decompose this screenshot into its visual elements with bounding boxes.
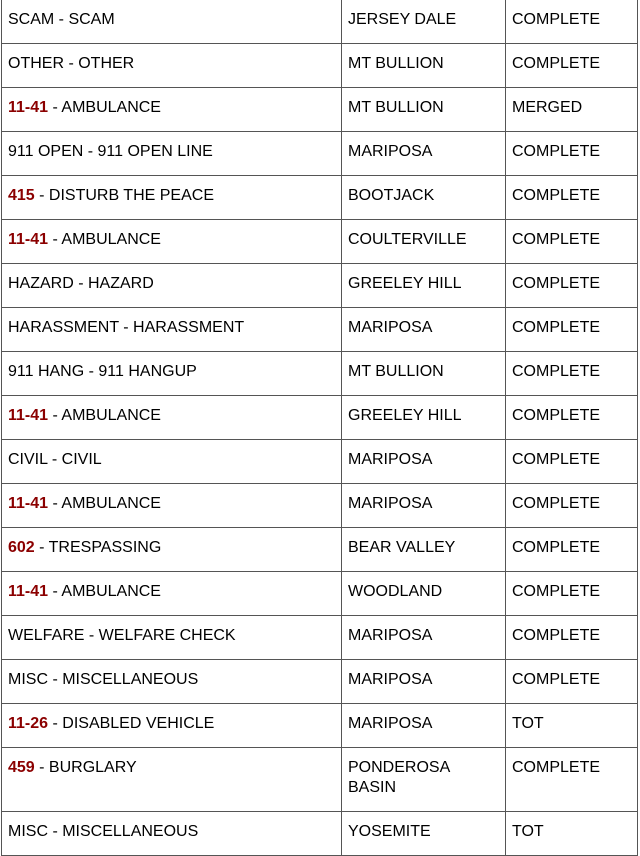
status-cell: COMPLETE [506,132,638,176]
location-cell: MARIPOSA [342,440,506,484]
incident-cell [2,484,342,528]
incident-description: AMBULANCE [61,583,161,600]
incident-code: 11-26 [8,715,49,732]
table-row [2,132,638,176]
incident-separator: - [48,231,62,248]
incident-cell [2,264,342,308]
table-row [2,176,638,220]
table-row [2,308,638,352]
location-cell: MT BULLION [342,88,506,132]
incident-cell [2,572,342,616]
incident-code: 415 [8,187,35,204]
incident-description: TRESPASSING [48,539,162,556]
location-cell: MARIPOSA [342,308,506,352]
table-row [2,264,638,308]
status-cell: COMPLETE [506,440,638,484]
table-row [2,572,638,616]
table-row [2,88,638,132]
location-cell: MARIPOSA [342,484,506,528]
incident-separator: - [34,539,49,556]
status-cell: MERGED [506,88,638,132]
status-cell: COMPLETE [506,396,638,440]
table-row [2,484,638,528]
incident-code: 11-41 [8,495,49,512]
table-row [2,440,638,484]
incident-separator: - [48,495,62,512]
table-row [2,0,638,44]
incident-description: MISC - MISCELLANEOUS [8,823,199,840]
status-cell: COMPLETE [506,0,638,44]
incident-description: CIVIL - CIVIL [8,451,102,468]
status-cell: COMPLETE [506,616,638,660]
incident-description: 911 HANG - 911 HANGUP [8,363,197,380]
incident-cell [2,660,342,704]
status-cell: COMPLETE [506,572,638,616]
location-cell: MT BULLION [342,44,506,88]
table-row [2,220,638,264]
table-row [2,748,638,812]
incident-cell [2,220,342,264]
incident-cell [2,440,342,484]
incident-log-table [1,0,638,856]
incident-separator: - [34,187,49,204]
incident-description: HAZARD - HAZARD [8,275,154,292]
status-cell: COMPLETE [506,176,638,220]
table-row [2,528,638,572]
table-row [2,44,638,88]
location-cell: MARIPOSA [342,660,506,704]
table-row [2,616,638,660]
incident-description: AMBULANCE [61,495,161,512]
status-cell: TOT [506,812,638,856]
location-cell: JERSEY DALE [342,0,506,44]
incident-description: AMBULANCE [61,407,161,424]
location-cell: BEAR VALLEY [342,528,506,572]
status-cell: TOT [506,704,638,748]
location-cell: WOODLAND [342,572,506,616]
incident-cell [2,748,342,812]
location-cell: YOSEMITE [342,812,506,856]
incident-separator: - [48,407,62,424]
incident-description: BURGLARY [48,759,137,776]
location-cell: GREELEY HILL [342,396,506,440]
incident-description: OTHER - OTHER [8,55,135,72]
incident-cell [2,88,342,132]
incident-description: AMBULANCE [61,231,161,248]
location-cell: MARIPOSA [342,616,506,660]
incident-cell [2,176,342,220]
table-row [2,812,638,856]
incident-separator: - [48,583,62,600]
location-cell: MARIPOSA [342,704,506,748]
location-cell: MARIPOSA [342,132,506,176]
incident-description: HARASSMENT - HARASSMENT [8,319,245,336]
status-cell: COMPLETE [506,264,638,308]
incident-cell [2,528,342,572]
incident-separator: - [48,99,62,116]
incident-cell [2,396,342,440]
incident-description: MISC - MISCELLANEOUS [8,671,199,688]
status-cell: COMPLETE [506,484,638,528]
table-row [2,396,638,440]
location-cell: PONDEROSA BASIN [342,748,506,812]
incident-code: 11-41 [8,99,49,116]
incident-cell [2,0,342,44]
incident-code: 602 [8,539,35,556]
incident-description: DISABLED VEHICLE [62,715,215,732]
incident-separator: - [48,715,63,732]
incident-cell [2,44,342,88]
status-cell: COMPLETE [506,44,638,88]
incident-description: AMBULANCE [61,99,161,116]
table-row [2,704,638,748]
incident-cell [2,812,342,856]
incident-description: WELFARE - WELFARE CHECK [8,627,236,644]
incident-description: 911 OPEN - 911 OPEN LINE [8,143,213,160]
location-cell: GREELEY HILL [342,264,506,308]
status-cell: COMPLETE [506,660,638,704]
incident-code: 11-41 [8,407,49,424]
incident-description: DISTURB THE PEACE [48,187,214,204]
incident-separator: - [34,759,49,776]
status-cell: COMPLETE [506,528,638,572]
status-cell: COMPLETE [506,748,638,812]
status-cell: COMPLETE [506,220,638,264]
incident-log-body [2,0,638,856]
incident-code: 11-41 [8,583,49,600]
incident-description: SCAM - SCAM [8,11,115,28]
location-cell: COULTERVILLE [342,220,506,264]
table-row [2,352,638,396]
incident-code: 11-41 [8,231,49,248]
incident-code: 459 [8,759,35,776]
location-cell: MT BULLION [342,352,506,396]
incident-cell [2,352,342,396]
status-cell: COMPLETE [506,352,638,396]
incident-cell [2,616,342,660]
incident-cell [2,704,342,748]
incident-cell [2,308,342,352]
status-cell: COMPLETE [506,308,638,352]
incident-cell [2,132,342,176]
location-cell: BOOTJACK [342,176,506,220]
table-row [2,660,638,704]
